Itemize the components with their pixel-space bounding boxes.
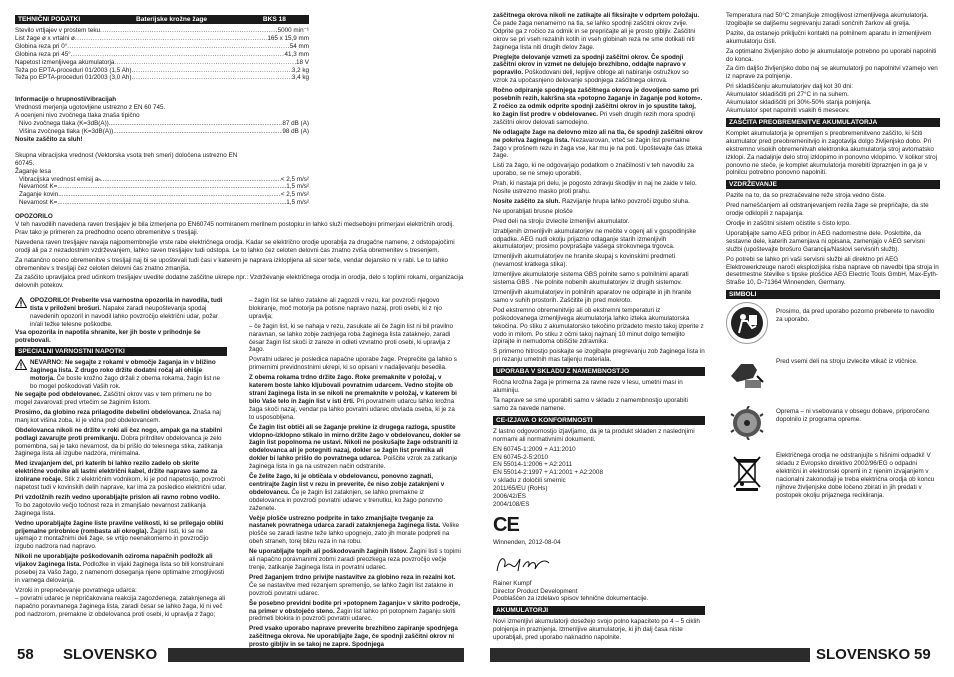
spec-table: [15, 27, 309, 82]
safety-paragraph: Izmenljivih akumulatorjev ne hranite skupaj s kovinskimi predmeti (nevarnost kratkega stika).: [493, 253, 675, 269]
language-label-left: SLOVENSKO: [63, 646, 158, 663]
safety-paragraph: Pred deli na stroju izvlecite izmenljivi akumulator.: [493, 217, 630, 225]
safety-paragraph: Obdelovanca nikoli ne držite v roki ali čez nogo, ampak ga na stabilni podlagi zavarujte proti premikanju. Dobra pritrditev obdelovanca je zelo pomembna, saj je tako nevarnost, da bi prišlo do telesnega stika, zatikanja žaginega lista ali izgube nadzora, minimalna.: [15, 426, 223, 458]
safety-paragraph: Nikoli ne uporabljajte poškodovanih oziroma napačnih podložk ali vijakov žaginega lista. Podložke in vijaki žaginega lista so bili konstruirani posebej za Vašo žago, z namenom doseganja njene optimalne zmogljivosti in varnega delovanja.: [15, 553, 225, 584]
vibration-row: Nevarnost K= ..... 1,5 m/s²: [15, 183, 309, 191]
spec-row: List žage ø x vrtalni ø ..... 165 x 15,9 mm: [15, 35, 309, 43]
battery-text: Akumulator skladiščiti pri 30%-50% stanja polnjenja.: [726, 99, 872, 107]
safety-paragraph: Listi za žago, ki ne odgovarjajo podatkom o značilnosti v teh navodilu za uporabo, se ne smejo uporabiti.: [493, 162, 694, 178]
battery-text: Za čim daljšo življenjsko dobo naj se akumulatorji po napolnitvi vzamejo ven iz naprave za polnjenje.: [726, 65, 938, 81]
ce-standard: v skladu z določili smernic: [493, 477, 566, 485]
maintenance-text: Orodje in zaščitni sistem očistite s čisto krpo.: [726, 220, 851, 228]
spec-row: Globina reza pri 45° ..... 41,3 mm: [15, 51, 309, 59]
safety-paragraph: Pri vzdolžnih rezih vedno uporabljajte prislon ali ravno robno vodilo. To bo zagotovilo večjo točnost reza in zmanjšalo nevarnost zatikanja žaginega lista.: [15, 493, 221, 517]
signer-note: Pooblaščen za izdelavo spisov tehnične dokumentacije.: [493, 595, 649, 603]
ce-header: CE-IZJAVA O KONFORMNOSTI: [493, 416, 705, 425]
maintenance-text: Pred nameščanjem ali odstranjevanjem rezila žage se prepričajte, da ste orodje odklopili z napajanja.: [726, 202, 929, 218]
vibration-row: Žaganje kovin ..... < 2,5 m/s²: [15, 191, 309, 199]
left-column-2: [249, 297, 461, 651]
battery-text: Akumulator spet napolniti vsakih 6 mesecev.: [726, 106, 850, 114]
intended-use-header: UPORABA V SKLADU Z NAMEMBNOSTJO: [493, 367, 705, 376]
safety-paragraph: Večje plošče ustrezno podprite in tako zmanjšajte tveganje za nastanek povratnega udarca zaradi zataknjenega žaginega lista. Velike plošče se zaradi lastne teže lahko upognejo, zato jih morate podpreti na obeh straneh, torej blizu reza in na robu.: [249, 514, 459, 546]
read-warning: OPOZORILO! Preberite vsa varnostna opozorila in navodila, tudi tista v priloženi brošuri. Napake zaradi neupoštevanja spodaj navedenih opozoril in navodil lahko povzročijo električni udar, požar in/ali težke telesne poškodbe.: [15, 297, 227, 329]
spec-row: Globina reza pri 0° ..... 54 mm: [15, 43, 309, 51]
batteries-text: Novi izmenljivi akumulatorji dosežejo svojo polno kapaciteto po 4 – 5 ciklih polnjenja in praznjenja. Izmenljive akumulatorje, ki jih dalj časa niste uporabljali, pred uporabo naknadno napolnite.: [493, 618, 700, 642]
language-label-right: SLOVENSKO: [816, 646, 911, 663]
safety-paragraph: Prosimo, da globino reza prilagodite debelini obdelovanca. Znaša naj manj kot višina zoba, ki je vidna pod obdelovancem.: [15, 408, 221, 424]
overload-header: ZAŠČITA PREOBREMENITVE AKUMULATORJA: [726, 118, 940, 127]
tech-data-header: [15, 15, 309, 24]
noise-row: Višina zvočnega tlaka (K=3dB(A)) ..... 98 dB (A): [15, 128, 309, 136]
safety-paragraph: Med izvajanjem del, pri katerih bi lahko rezilo zadelo ob skrite električne vodnike ali lastni električni kabel, držite napravo samo za izolirane ročaje. Stik z električnim vodnikom, ki je pod napetostjo, povzroči napetost tudi v kovinskih delih naprave, kar ima za posledico električni udar.: [15, 460, 227, 492]
warning-triangle-icon: [15, 359, 27, 370]
wee-bin-icon: [726, 452, 768, 494]
symbols-header: SIMBOLI: [726, 290, 940, 299]
safety-paragraph: S primerno hitrostjo poiskajte se izogibajte pregrevanju zob žaginega lista in pri rezanju umetnih mas taljenju materiala.: [493, 348, 705, 364]
signer-name: Rainer Kumpf: [493, 579, 532, 587]
safety-paragraph: Če žagin list obtiči ali se žaganje prekine iz drugega razloga, spustite vklopno-izklopno stikalo in mirno držite žago v obdelovancu, dokler se žagin list popolnoma ne ustavi. Nikoli ne poskušajte žage odstraniti iz obdelovanca ali je potegniti nazaj, dokler se žagin list premika ali dokler bi lahko prišlo do povratnega udarca. Poiščite vzrok za zatikanje žaginega lista in ga na ustrezen način odstranite.: [249, 423, 461, 471]
tech-data-block: [15, 12, 465, 292]
warning-text-3: Za natančno oceno obremenitve s tresljaji naj bi se upoštevali tudi časi v katerem je naprava izklopljena ali sicer teče, vendar dejansko ni v rabi. Le to lahko obremenitev s tresljaji čez celoten delovni čas znatno zmanjša.: [15, 256, 448, 272]
keep-instructions: Vsa opozorila in napotila shranite, ker jih boste v prihodnje še potrebovali.: [15, 328, 201, 344]
right-column-2: [726, 12, 940, 508]
ce-standard: 2006/42/ES: [493, 493, 526, 501]
spec-row: Napetost izmenljivega akumulatorja ..... 18 V: [15, 59, 309, 67]
vibration-intro: Skupna vibracijska vrednost (Vektorska vsota treh smeri) določena ustrezno EN 60745.: [15, 151, 238, 167]
warning-text: V teh navodilih navedena raven tresljajev je bila izmerjena po EN60745 normiranem merilnem postopku in lahko služi medsebojni primerjavi električnih orodij. Prav tako je primeren za predhodno oceno obremenitve s tresljaji.: [15, 221, 454, 236]
batteries-header: AKUMULATORJI: [493, 606, 705, 615]
safety-paragraph: zaščitnega okrova nikoli ne zatikajte ali fiksirajte v odprtem položaju. Če pade žaga nenamerno na tla, se lahko spodnji zaščitni okrov zvije. Odprite ga z ročico za odmik in se prepričajte ali je prosto gibljiv. Zaščitni okrov se pri vseh rezalnih kotih in vseh globinah reza ne sme dotikati niti žaginega lista niti drugih delov žage.: [493, 12, 700, 51]
kickback-item: – žagin list se lahko zatakne ali zagozdi v rezu, kar povzroči njegovo blokiranje, moč motorja pa potisne napravo nazaj, proti osebi, ki z njo upravlja;: [249, 297, 442, 320]
kickback-item: – če žagin list, ki se nahaja v rezu, zasukate ali če žagin list ni bil pravilno naravnan, se lahko zobje zadnjega roba žaginega lista zataknejo, zaradi česar žagin list skoči iz zareze in odleti vzvratno proti osebi, ki upravlja z žago.: [249, 322, 454, 354]
symbol-text: Oprema – ni vsebovana v obsegu dobave, priporočeno dopolnilo iz programa opreme.: [776, 408, 930, 424]
product-line: Baterijske krožne žage: [135, 16, 208, 23]
maintenance-text: Uporabljajte samo AEG pribor in AEG nadomestne dele. Poskrbite, da sestavne dele, katerih zamenjava ni opisana, zamenjajo v AEG servisni službi (upoštevajte brošuro Garancija/Naslovi servisnih služb).: [726, 229, 925, 253]
danger-warning: NEVARNO: Ne segajte z rokami v območje žaganja in v bližino žaginega lista. Z drugo roko držite dodatni ročaj ali ohišje motorja. Če boste krožno žago držali z obema rokama, žagin list ne bo mogel poškodovati Vaših rok.: [15, 359, 227, 391]
battery-text: Temperatura nad 50°C zmanjšuje zmogljivost izmenljivega akumulatorja. Izogibajte se daljšemu segrevanju zaradi sončnih žarkov ali grelja.: [726, 12, 929, 27]
ce-standard: EN 55014-2:1997 + A1:2001 + A2:2008: [493, 469, 603, 477]
ce-standard: EN 60745-2-5:2010: [493, 453, 548, 461]
safety-paragraph: Izrabljenih izmenljivih akumulatorjev ne mečite v ogenj ali v gospodinjske odpadke. AEG nudi okolju prijazno odlaganje starih izmenljivih akumulatorjev; prosimo povprašajte vašega strokovnega trgovca.: [493, 227, 697, 251]
ce-standard: 2004/108/ES: [493, 500, 530, 508]
safety-paragraph: Ne segajte pod obdelovanec. Zaščitni okrov vas v tem primeru ne bo mogel zavarovati pred vrtečim se žaginim listom.: [15, 391, 212, 406]
signer-title: Director Product Development: [493, 587, 578, 595]
wood-sawing-label: Žaganje lesa: [15, 167, 52, 175]
spec-row: Število vrtljajev v prostem teku ..... 5000 min⁻¹: [15, 27, 309, 35]
model-number: BKS 18: [262, 16, 286, 23]
symbol-text: Prosimo, da pred uporabo pozorno preberete to navodilo za uporabo.: [776, 308, 935, 324]
noise-row: Nivo zvočnega tlaka (K=3dB(A)) ..... 87 dB (A): [15, 120, 309, 128]
symbol-row: [726, 452, 940, 499]
ear-protection-note: Nosite zaščito za sluh!: [15, 135, 83, 143]
safety-paragraph: Ne odlagajte žage na delovno mizo ali na tla, če spodnji zaščitni okrov ne pokriva žaginega lista. Nezavarovan, vrteč se žagin list premakne žago v prošnem rezu in žaga vse, kar mu je na poti. Upoštevajte čas iztekа žage.: [493, 128, 703, 160]
safety-paragraph: Z obema rokama trdno držite žago. Roke premaknite v položaj, v katerem boste lahko kljubovali povratnim udarcem. Vedno stojite ob strani žaginega lista in se nikoli ne premaknite v položaj, v katerem bi bilo Vaše telo in žagin list v isti črti. Pri povratnem udarcu lahko krožna žaga skoči nazaj, vendar pa lahko povratni udarec obvlada oseba, ki je za to usposobljena.: [249, 374, 457, 421]
symbol-text: Pred vsemi deli na stroju izvlecite vtikač iz vtičnice.: [776, 358, 918, 366]
noise-intro2: A ocenjeni nivo zvočnega tlaka znaša tipično: [15, 112, 140, 120]
safety-paragraph: Izmenljivih akumulatorjev in polnilnih aparatov ne odpirajte in jih hranite samo v suhih prostorih. Zaščitite jih pred mokroto.: [493, 289, 692, 304]
ce-intro: Z lastno odgovornostjo izjavljamo, da je ta produkt skladen z naslednjimi normami ali normativnimi dokumenti.: [493, 427, 695, 443]
ce-standard: 2011/65/EU (RoHs): [493, 485, 548, 493]
vibration-row: Vibracijska vrednost emisij aₕ ..... < 2,5 m/s²: [15, 176, 309, 184]
warning-text-2: Navedena raven tresljajev navaja najpomembnejše vrste rabe električnega orodja. Kadar se električno orodje uporablja za drugačne namene, z odstopajočimi orodji ali pa z nezadostnim vzdrževanjem, lahko raven tresljajev tudi odstopa. Le to lahko čez celoten delovni čas znatno zviša obremenitev s tresenjem.: [15, 238, 455, 254]
safety-paragraph: Ne uporabljajte topih ali poškodovanih žaginih listov. Žagini listi s topimi ali napačno poravnanimi zobmi zaradi preozkega reza povzročijo večje trenje, zatikanje žaginega lista in povratni udarec.: [249, 548, 461, 571]
kickback-text: – povratni udarec je nepričakovana reakcija zagozdenega, zataknjenega ali napačno poravnanega žaginega lista, zaradi česar se lahko žaga, ki ni več pod nadzorom, premakne iz obdelovanca proti osebi, ki upravlja z žago;: [15, 594, 226, 618]
noise-section: [15, 96, 309, 207]
tech-data-title: TEHNIČNI PODATKI: [18, 16, 81, 23]
noise-title: Informacije o hrupnosti/vibracijah: [15, 96, 117, 104]
ce-mark: CE: [493, 513, 519, 536]
symbol-text: Električnega orodja ne odstranjujte s hišnimi odpadki! V skladu z Evropsko direktivo 2002/96/EG o odpadni električni in elektronski opremi in z njenim izvajanjem v nacionalni zakonodaji je treba električna orodja ob koncu njihove življenjske dobe ločeno zbirati in jih predati v postopek okolju prijaznega recikliranja.: [776, 452, 935, 499]
kickback-heading: Vzroki in preprečevanje povratnega udarca:: [15, 586, 137, 594]
read-manual-icon: [726, 302, 768, 344]
symbol-row: [726, 302, 940, 344]
ce-standard: EN 60745-1:2009 + A11:2010: [493, 445, 576, 453]
maintenance-header: VZDRŽEVANJE: [726, 180, 940, 189]
intended-use-text: Ročna krožna žaga je primerna za ravne reze v lesu, umetni masi in aluminiju.: [493, 379, 683, 395]
signing-date: Winnenden, 2012-08-04: [493, 538, 561, 546]
page-number-right: 59: [914, 646, 931, 663]
overload-text: Komplet akumulatorja je opremljen s preobremenitveno zaščito, ki ščiti akumulator pred preobremenitvijo in zagotavlja dolgo življenjsko dobo. Pri ekstremno visokih obremenitvah elektronika akumulatorja stroj avtomatsko izklopi. Za nadaljnje delo stroj izklopimo in ponovno vklopimo. V kolikor stroj ponovno ne steče, je komplet akumulatorja morebiti izpraznjen in ga je v polnilcu potrebno ponovno napolniti.: [726, 129, 938, 177]
warning-title: OPOZORILO: [15, 213, 53, 221]
remove-battery-icon: [726, 352, 768, 394]
kickback-note: Povratni udarec je posledica napačne uporabe žage. Preprečite ga lahko s primernimi previdnostnimi ukrepi, ki so opisani v nadaljevanju besedila.: [249, 356, 457, 372]
safety-paragraph: Prah, ki nastaja pri delu, je pogosto zdravju škodljiv in naj ne zaide v telo. Nosite ustrezno masko proti prahu.: [493, 180, 697, 196]
symbol-row: [726, 402, 940, 444]
intended-use-text-2: Ta naprave se sme uporabiti samo v skladu z namembnostjo uporabiti samo za navede namene.: [493, 396, 688, 412]
warning-text-4: Za zaščito upravljalca pred učinkom tresljajev uvedite dodatne zaščitne ukrepe npr.: Vzdrževanje električnega orodja in orodja, delo s toplimi rokami, organizacija delovnih potekov.: [15, 274, 464, 290]
maintenance-text: Po potrebi se lahko pri vaši servisni službi ali direktno pri AEG Elektrowerkzeuge naroči eksplozijska risba naprave ob navedbi tipa stroja in desetmestne številke s tipske ploščice AEG Electric Tools GmbH, Max-Eyth-Straße 10, D-71364 Winnenden, Germany.: [726, 255, 939, 287]
safety-paragraph: Ne uporabljati brusne plošče: [493, 207, 573, 215]
safety-paragraph: Pred vsako uporabo naprave preverite brezhibno zapiranje spodnjega zaščitnega okrova. Ne uporabljajte žage, če spodnji zaščitni okrov ni prosto gibljiv in se takoj ne zapre. Spodnjega: [249, 625, 458, 649]
page-number-left: 58: [17, 646, 34, 663]
safety-paragraph: Preglejte delovanje vzmeti za spodnji zaščitni okrov. Če spodnji zaščitni okrov in vzmet ne delujejo brezhibno, oddajte napravo v popravilo. Poškodovani deli, lepljive obloge ali nabiranje ostružkov so vzrok za upočasnjeno delovanje spodnjega zaščitnega okrova.: [493, 53, 689, 85]
battery-text: Pazite, da ostanejo priključni kontakti na polnilnem aparatu in izmenljivem akumulatorju čisti.: [726, 29, 932, 45]
spec-row: Teža po EPTA-proceduri 01/2003 (1,5 Ah) ..... 3,2 kg: [15, 67, 309, 75]
warning-triangle-icon: [15, 297, 27, 308]
safety-paragraph: Ročno odpiranje spodnjega zaščitnega okrova je dovoljeno samo pri posebnih rezih, kakršna sta »potopno žaganje in žaganje pod kotom«. Z ročico za odmik odprite spodnji zaščitni okrov in jo spustite takoj, ko žagin list prodre v obdelovanec. Pri vseh drugih rezih mora spodnji zaščitni okrov delovati samodejno.: [493, 87, 703, 126]
maintenance-text: Pazite na to, da so prezračevalne reže stroja vedno čiste.: [726, 192, 886, 200]
noise-intro: Vrednosti merjenja ugotovljene ustrezno z EN 60 745.: [15, 104, 166, 112]
accessory-icon: [726, 402, 768, 444]
battery-text: Pri skladiščenju akumulatorjev dalj kot 30 dni:: [726, 83, 854, 91]
safety-paragraph: Pred žaganjem trdno privijte nastavitve za globino reza in rezalni kot. Če se nastavitve med rezanjem spremenijo, se lahko žagin list zatakne in povzroči povratni udarec.: [249, 573, 456, 597]
safety-header: SPECIALNI VARNOSTNI NAPOTKI: [15, 347, 227, 356]
signature-icon: [493, 553, 553, 575]
safety-paragraph: Izmenljive akumulatorje sistema GBS polnite samo s polnilnimi aparati sistema GBS . Ne polnite nobenih akumulatorjev iz drugih sistemov.: [493, 271, 689, 287]
left-column-1: [15, 297, 227, 621]
symbol-row: [726, 352, 940, 394]
safety-paragraph: Če želite žago, ki je obtičala v obdelovancu, ponovno zagnati, centrirajte žagin list v rezu in preverite, če niso zobje zataknjeni v obdelovancu. Če je žagin list zataknjen, se lahko premakne iz obdelovanca in povzroči povratni udarec v trenutku, ko žago ponovno zaženete.: [249, 473, 445, 512]
vibration-row: Nevarnost K= ..... 1,5 m/s²: [15, 199, 309, 207]
battery-text: Za optimalno življenjsko dobo je akumulatorje potrebno po uporabi napolniti do konca.: [726, 47, 937, 63]
spec-row: Teža po EPTA-proceduri 01/2003 (3,0 Ah) ..... 3,4 kg: [15, 74, 309, 82]
ce-standard: EN 55014-1:2006 + A2:2011: [493, 461, 573, 469]
safety-paragraph: Pod ekstremno obremenitvijo ali ob ekstremni temperaturi iz poškodovanega izmenljivega akumulatorja lahko izteka akumulatorska tekočina. Po stiku z akumulatorsko tekočino prizadeto mesto takoj izperite z vodo in milom. Po stiku z očmi takoj najmanj 10 minut dolgo temeljito izpirajte in nemudoma obiščite zdravnika.: [493, 306, 704, 346]
footer-bar-right: [490, 648, 810, 662]
safety-paragraph: Vedno uporabljajte žagine liste pravilne velikosti, ki se prilegajo obliki prijemalne prirobnice (rombasta ali okrogla). Žagini listi, ki se ne ujemajo z montažnimi deli žage, se vrtijo neenakomerno in povzročijo izgubo nadzora nad napravo.: [15, 519, 224, 551]
safety-paragraph: Še posebno previdni bodite pri »potopnem žaganju« v skrito področje, na primer v obstoječo steno. Žagin list lahko pri potopnem žaganju skriti predmeti blokira in povzroči povratni udarec.: [249, 599, 460, 623]
footer-bar-left: [168, 648, 464, 662]
safety-paragraph: Nosite zaščito za sluh. Razvijanje hrupa lahko povzroči izgubo sluha.: [493, 197, 690, 205]
right-column-1: [493, 12, 705, 644]
battery-text: Akumulator skladiščiti pri 27°C in na suhem.: [726, 91, 849, 99]
